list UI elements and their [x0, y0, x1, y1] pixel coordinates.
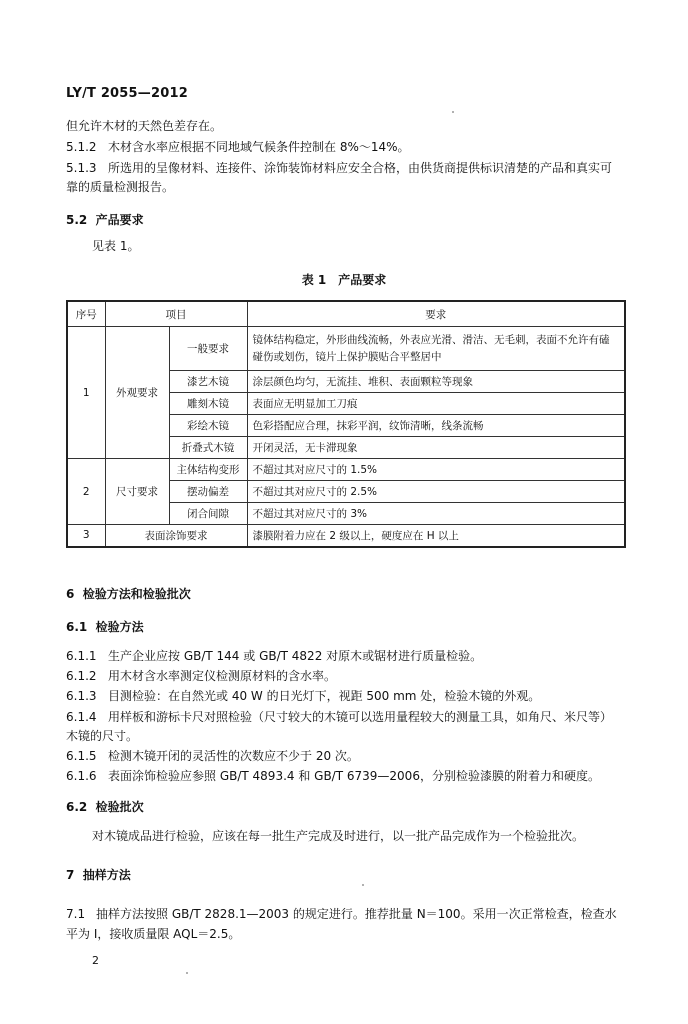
table-caption: 表 1 产品要求 [301, 273, 387, 287]
clause-5-1-3-continued: 靠的质量检测报告。 [66, 180, 175, 194]
row-number: 1 [67, 327, 105, 459]
clause-number: 6.1.2 [66, 669, 97, 683]
clause-5-1-2 [66, 137, 410, 157]
see-table-text: 见表 1。 [92, 239, 140, 253]
item-category: 外观要求 [105, 327, 169, 459]
section-6-2-heading [66, 798, 144, 815]
clause-text: 检测木镜开闭的灵活性的次数应不少于 20 次。 [108, 749, 359, 763]
table-row [67, 327, 625, 371]
clause-6-1-2 [66, 666, 336, 686]
clause-number: 5.1.2 [66, 140, 97, 154]
clause-number: 5.1.3 [66, 161, 97, 175]
clause-6-1-3 [66, 686, 540, 706]
clause-text: 生产企业应按 GB/T 144 或 GB/T 4822 对原木或锯材进行质量检验。 [108, 649, 483, 663]
standard-id-header: LY/T 2055—2012 [66, 86, 188, 101]
section-number: 5.2 [66, 213, 88, 227]
sub-item: 主体结构变形 [169, 459, 247, 481]
sub-item: 折叠式木镜 [169, 437, 247, 459]
requirement-text: 镜体结构稳定，外形曲线流畅，外表应光滑、滑洁、无毛刺，表面不允许有磕碰伤或划伤，镜片上保护膜贴合平整居中 [247, 327, 625, 371]
row-number: 2 [67, 459, 105, 525]
sub-item: 彩绘木镜 [169, 415, 247, 437]
clause-6-1-1 [66, 646, 482, 666]
clause-6-1-4 [66, 707, 612, 727]
section-title: 检验批次 [95, 800, 144, 814]
intro-line: 但允许木材的天然色差存在。 [66, 119, 223, 133]
table-row [67, 459, 625, 481]
section-7-heading [66, 866, 131, 883]
requirement-text: 不超过其对应尺寸的 1.5% [247, 459, 625, 481]
row-number: 3 [67, 525, 105, 547]
requirement-text: 开闭灵活，无卡滞现象 [247, 437, 625, 459]
clause-5-1-3 [66, 158, 612, 178]
item-category: 表面涂饰要求 [105, 525, 247, 547]
section-number: 7 [66, 868, 75, 882]
requirement-text: 不超过其对应尺寸的 2.5% [247, 481, 625, 503]
clause-7-1-continued: 平为 Ⅰ，接收质量限 AQL＝2.5。 [66, 927, 241, 941]
clause-number: 7.1 [66, 907, 86, 921]
section-6-1-heading [66, 618, 144, 635]
inspection-batch-text: 对木镜成品进行检验，应该在每一批生产完成及时进行，以一批产品完成作为一个检验批次。 [92, 829, 585, 843]
section-number: 6.2 [66, 800, 88, 814]
clause-number: 6.1.4 [66, 710, 97, 724]
clause-text: 所选用的呈像材料、连接件、涂饰装饰材料应安全合格，由供货商提供标识清楚的产品和真实可 [108, 161, 613, 175]
clause-7-1 [66, 904, 617, 924]
clause-text: 目测检验：在自然光或 40 W 的日光灯下，视距 500 mm 处，检验木镜的外观。 [108, 689, 541, 703]
clause-text: 木材含水率应根据不同地域气候条件控制在 8%～14%。 [108, 140, 410, 154]
clause-text: 用木材含水率测定仪检测原材料的含水率。 [108, 669, 337, 683]
header-no: 序号 [67, 301, 105, 327]
clause-6-1-6 [66, 766, 600, 786]
section-number: 6.1 [66, 620, 88, 634]
requirement-text: 色彩搭配应合理，抹彩平润，纹饰清晰，线条流畅 [247, 415, 625, 437]
clause-6-1-4-continued: 木镜的尺寸。 [66, 729, 139, 743]
section-title: 抽样方法 [82, 868, 131, 882]
requirement-text: 表面应无明显加工刀痕 [247, 393, 625, 415]
sub-item: 闭合间隙 [169, 503, 247, 525]
clause-text: 抽样方法按照 GB/T 2828.1—2003 的规定进行。推荐批量 N＝100。采用一次正常检查，检查水 [96, 907, 617, 921]
item-category: 尺寸要求 [105, 459, 169, 525]
section-title: 检验方法 [95, 620, 144, 634]
sub-item: 雕刻木镜 [169, 393, 247, 415]
table-header-row [67, 301, 625, 327]
section-5-2-heading [66, 211, 144, 228]
scan-speck [362, 884, 364, 886]
requirement-text: 漆膜附着力应在 2 级以上，硬度应在 H 以上 [247, 525, 625, 547]
page-number: 2 [92, 954, 99, 967]
section-6-heading [66, 585, 191, 602]
clause-6-1-5 [66, 746, 359, 766]
section-title: 检验方法和检验批次 [82, 587, 191, 601]
clause-text: 表面涂饰检验应参照 GB/T 4893.4 和 GB/T 6739—2006，分别检验漆膜的附着力和硬度。 [108, 769, 600, 783]
table-row [67, 525, 625, 547]
clause-number: 6.1.1 [66, 649, 97, 663]
product-requirements-table [66, 300, 626, 548]
clause-number: 6.1.3 [66, 689, 97, 703]
clause-number: 6.1.5 [66, 749, 97, 763]
section-number: 6 [66, 587, 75, 601]
scan-speck [452, 111, 454, 113]
header-requirement: 要求 [247, 301, 625, 327]
sub-item: 漆艺木镜 [169, 371, 247, 393]
header-item: 项目 [105, 301, 247, 327]
requirement-text: 不超过其对应尺寸的 3% [247, 503, 625, 525]
clause-number: 6.1.6 [66, 769, 97, 783]
clause-text: 用样板和游标卡尺对照检验（尺寸较大的木镜可以选用量程较大的测量工具，如角尺、米尺等） [108, 710, 613, 724]
scan-speck [186, 972, 188, 974]
sub-item: 一般要求 [169, 327, 247, 371]
section-title: 产品要求 [95, 213, 144, 227]
sub-item: 摆动偏差 [169, 481, 247, 503]
requirement-text: 涂层颜色均匀，无流挂、堆积、表面颗粒等现象 [247, 371, 625, 393]
